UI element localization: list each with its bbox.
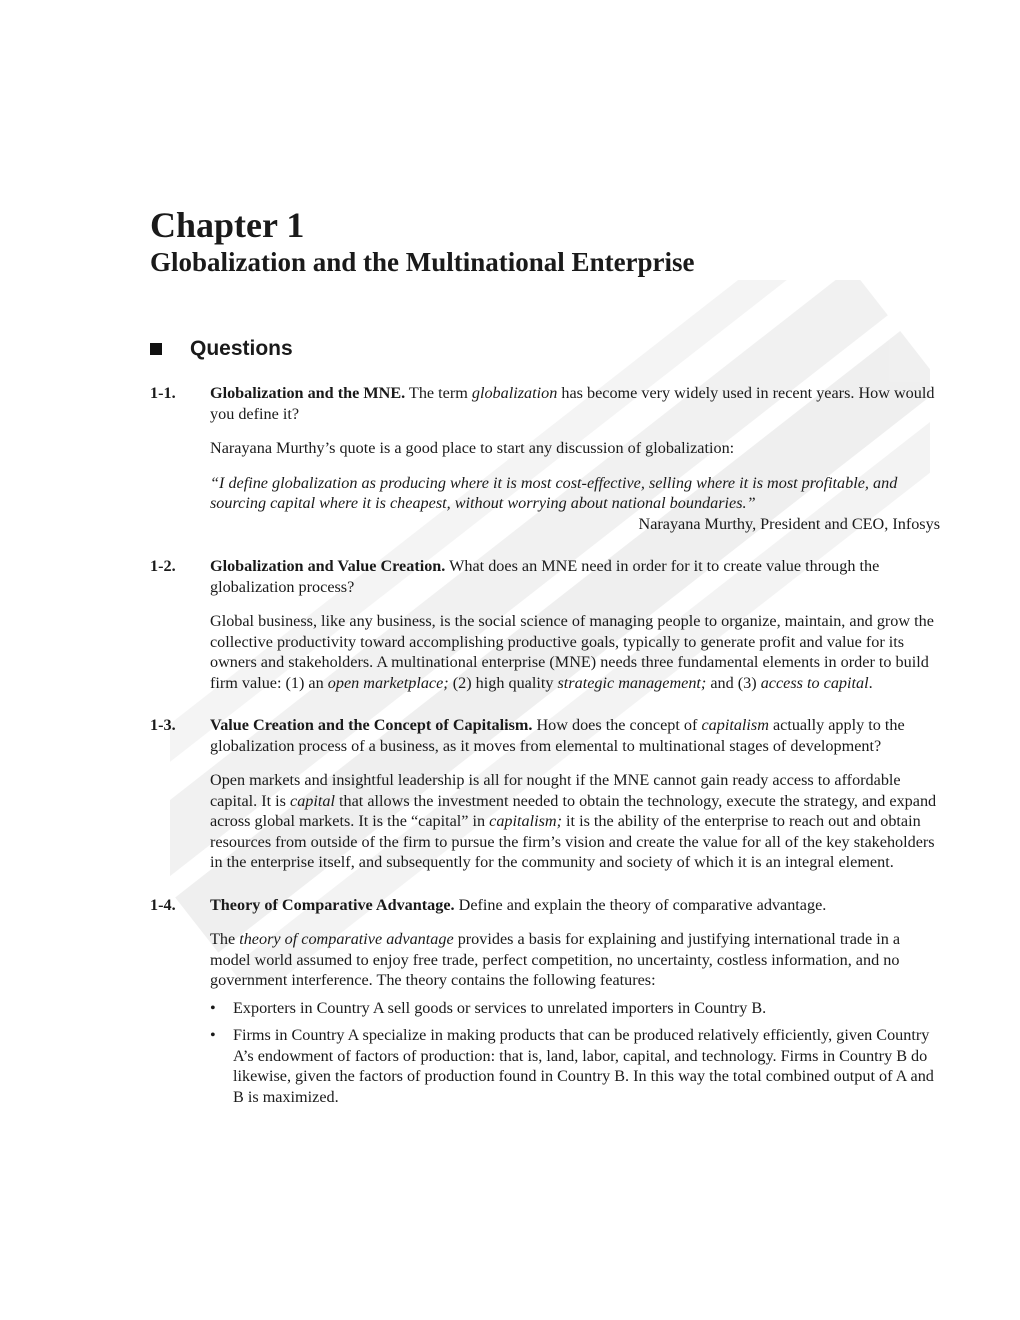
text-run: Open markets and insightful leadership is all for nought if the MNE cannot gain ready access to affordable capital. It is [210,771,901,810]
chapter-title: Chapter 1 [150,205,305,245]
question-number: 1-1. [150,384,176,402]
square-bullet-icon [150,343,162,355]
question-1-4 [150,895,938,1108]
answer-paragraph [210,929,938,991]
text-run: The [210,930,240,948]
answer-paragraph [210,611,938,693]
text-run: has become very widely used in recent years. How would you define it? [210,384,935,423]
chapter-subtitle: Globalization and the Multinational Enterprise [150,247,695,277]
text-run: Define and explain the theory of comparative advantage. [454,895,827,914]
text-run: Global business, like any business, is the social science of managing people to organize, maintain, and grow the collective productivity toward accomplishing productive goals, typically to generate profit and value for its owners and stakeholders. A multinational enterprise (MNE) needs three fundamental elements in order to build firm value: (1) an [210,612,934,692]
question-1-3 [150,715,938,873]
text-run: and (3) [706,673,761,692]
text-run: How does the concept of [532,716,702,734]
quote: “I define globalization as producing where it is most cost-effective, selling where it is most profitable, and sourcing capital where it is cheapest, without worrying about national boundaries.” [210,473,898,512]
text-run: provides a basis for explaining and justifying international trade in a model world assumed to enjoy free trade, perfect competition, no uncertainty, costless information, and no government interference. The theory contains the following features: [210,930,901,989]
text-run: it is the ability of the enterprise to reach out and obtain resources from outside of the firm to pursue the firm’s vision and create the value for all of the key stakeholders in the enterprise itself, and subsequently for the community and society of which it is an integral element. [210,812,935,871]
text-run: that allows the investment needed to obtain the technology, execute the strategy, and expand across global markets. It is the “capital” in [210,791,937,830]
question-lead: Globalization and the MNE. [210,384,406,402]
text-emphasis: open marketplace; [327,673,449,692]
answer-paragraph [210,770,938,873]
text-emphasis: capital [290,791,335,810]
text-run: (2) high quality [448,673,558,692]
question-lead: Value Creation and the Concept of Capitalism. [210,716,533,734]
list-item [210,1025,938,1107]
text-run: . [868,673,873,692]
bullet-dot-icon: • [210,1026,216,1044]
text-run: actually apply to the globalization process of a business, as it moves from elemental to multinational stages of development? [210,716,905,755]
text-emphasis: capitalism; [489,812,562,830]
bullet-list [210,998,938,1108]
list-item [210,998,938,1019]
question-1-1 [150,383,938,534]
question-number: 1-3. [150,716,176,734]
text-run: The term [405,384,472,402]
document-page [150,205,938,1107]
list-item-text: Exporters in Country A sell goods or services to unrelated importers in Country B. [233,998,767,1017]
text-emphasis: globalization [471,384,558,402]
quote-attribution: Narayana Murthy, President and CEO, Infosys [638,514,940,533]
question-text [210,556,938,597]
section-heading [150,337,938,361]
answer-paragraph: Narayana Murthy’s quote is a good place to start any discussion of globalization: [210,439,735,457]
question-lead: Globalization and Value Creation. [210,557,446,575]
question-number: 1-2. [150,557,176,575]
question-text [210,895,938,916]
text-run: What does an MNE need in order for it to create value through the globalization process? [210,557,880,596]
text-emphasis: access to capital [760,673,869,692]
question-text [210,383,938,424]
section-label: Questions [190,337,293,360]
question-number: 1-4. [150,895,176,914]
text-emphasis: theory of comparative advantage [239,930,454,948]
question-1-2 [150,556,938,693]
text-emphasis: capitalism [701,716,769,734]
list-item-text: Firms in Country A specialize in making products that can be produced relatively efficiently, given Country A’s endowment of factors of production: that is, land, labor, capital, and technology. Firms in Country B do likewise, given the factors of production found in Country B. In this way the total combined output of A and B is maximized. [233,1026,934,1106]
bullet-dot-icon: • [210,998,216,1017]
question-text [210,715,938,756]
text-emphasis: strategic management; [557,673,707,692]
question-lead: Theory of Comparative Advantage. [210,895,455,914]
